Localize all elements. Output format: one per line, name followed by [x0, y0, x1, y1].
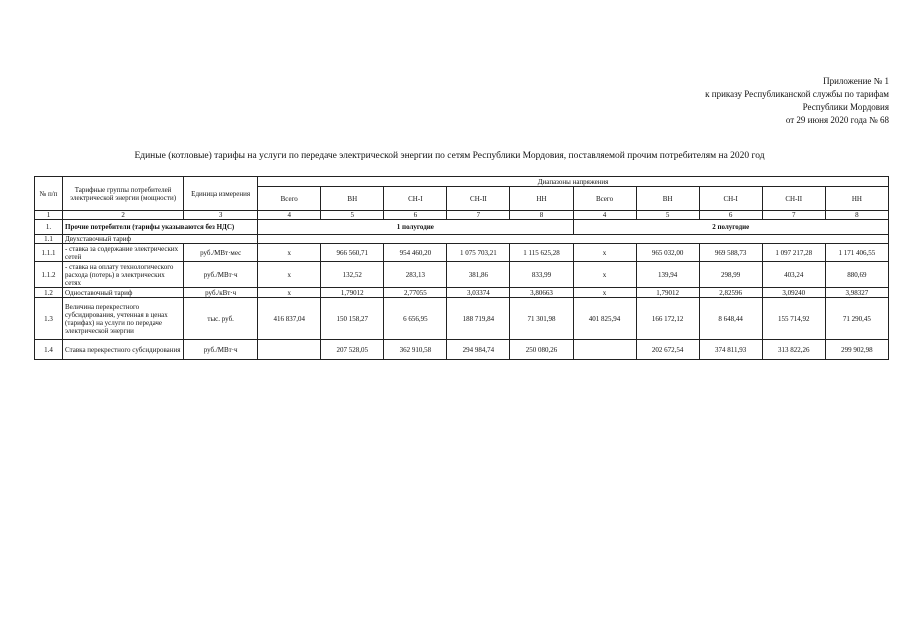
section-row — [35, 220, 889, 235]
col-index: 4 — [258, 211, 321, 220]
row-label: Двухставочный тариф — [63, 235, 258, 244]
table-row — [35, 340, 889, 360]
cell-value: х — [573, 244, 636, 262]
col-header: СН-II — [762, 187, 825, 211]
row-num: 1.3 — [35, 298, 63, 340]
cell-value: 188 719,84 — [447, 298, 510, 340]
row-unit: руб./кВт·ч — [184, 288, 258, 298]
tariff-table — [34, 176, 889, 360]
row-unit: тыс. руб. — [184, 298, 258, 340]
cell-value: 381,86 — [447, 262, 510, 288]
half-year-2-header: 2 полугодие — [573, 220, 889, 235]
cell-value: 833,99 — [510, 262, 573, 288]
row-unit: руб./МВт·мес — [184, 244, 258, 262]
row-label: - ставка на оплату технологического расхода (потерь) в электрических сетях — [63, 262, 184, 288]
col-index: 4 — [573, 211, 636, 220]
cell-value: 207 528,05 — [321, 340, 384, 360]
row-label: Одноставочный тариф — [63, 288, 184, 298]
cell-value: 416 837,04 — [258, 298, 321, 340]
cell-value: 150 158,27 — [321, 298, 384, 340]
col-index: 7 — [762, 211, 825, 220]
cell-value: 880,69 — [825, 262, 888, 288]
cell-value: 2,77055 — [384, 288, 447, 298]
col-index: 2 — [63, 211, 184, 220]
cell-value: 3,09240 — [762, 288, 825, 298]
col-header: СН-II — [447, 187, 510, 211]
cell-value: 132,52 — [321, 262, 384, 288]
col-index: 5 — [636, 211, 699, 220]
index-row — [35, 211, 889, 220]
table-row — [35, 235, 889, 244]
row-num: 1.1.1 — [35, 244, 63, 262]
cell-value: 1,79012 — [636, 288, 699, 298]
voltage-ranges-header: Диапазоны напряжения — [258, 177, 889, 187]
cell-value: 139,94 — [636, 262, 699, 288]
cell-value: х — [258, 244, 321, 262]
cell-value: 250 080,26 — [510, 340, 573, 360]
row-label: Величина перекрестного субсидирования, учтенная в ценах (тарифах) на услуги по передаче электрической энергии — [63, 298, 184, 340]
col-num-header: № п/п — [35, 177, 63, 211]
document-title: Единые (котловые) тарифы на услуги по передаче электрической энергии по сетям Республики Мордовия, поставляемой прочим потребителям на 2020 год — [134, 151, 765, 161]
cell-value: 3,03374 — [447, 288, 510, 298]
cell-value: 294 984,74 — [447, 340, 510, 360]
row-unit: руб./МВт·ч — [184, 262, 258, 288]
cell-value: 8 648,44 — [699, 298, 762, 340]
col-index: 6 — [699, 211, 762, 220]
appendix-line-1: Приложение № 1 — [823, 76, 889, 86]
cell-value: 2,82596 — [699, 288, 762, 298]
col-header: Всего — [573, 187, 636, 211]
col-header: СН-I — [384, 187, 447, 211]
cell-value: 954 460,20 — [384, 244, 447, 262]
cell-value: 3,98327 — [825, 288, 888, 298]
row-unit: руб./МВт·ч — [184, 340, 258, 360]
cell-value: 403,24 — [762, 262, 825, 288]
row-num: 1.2 — [35, 288, 63, 298]
row-label: Ставка перекрестного субсидирования — [63, 340, 184, 360]
row-num: 1.1.2 — [35, 262, 63, 288]
cell-value: 1,79012 — [321, 288, 384, 298]
appendix-line-4: от 29 июня 2020 года № 68 — [785, 115, 889, 125]
col-index: 8 — [510, 211, 573, 220]
cell-value — [573, 340, 636, 360]
cell-value: х — [573, 262, 636, 288]
col-header: НН — [510, 187, 573, 211]
cell-value: 155 714,92 — [762, 298, 825, 340]
col-header: СН-I — [699, 187, 762, 211]
header-row-1 — [35, 177, 889, 187]
cell-value: х — [573, 288, 636, 298]
cell-value: 202 672,54 — [636, 340, 699, 360]
cell-value: 1 075 703,21 — [447, 244, 510, 262]
cell-value: 298,99 — [699, 262, 762, 288]
cell-value: х — [258, 288, 321, 298]
section-num: 1. — [35, 220, 63, 235]
cell-value: 283,13 — [384, 262, 447, 288]
cell-value: 166 172,12 — [636, 298, 699, 340]
table-row — [35, 244, 889, 262]
cell-value: 1 097 217,28 — [762, 244, 825, 262]
cell-value: 401 825,94 — [573, 298, 636, 340]
row-label: - ставка за содержание электрических сетей — [63, 244, 184, 262]
cell-value: 969 588,73 — [699, 244, 762, 262]
cell-value: 965 032,00 — [636, 244, 699, 262]
col-index: 3 — [184, 211, 258, 220]
cell-value: 6 656,95 — [384, 298, 447, 340]
row-empty — [258, 235, 889, 244]
cell-value: 313 822,26 — [762, 340, 825, 360]
col-header: ВН — [321, 187, 384, 211]
table-row — [35, 288, 889, 298]
col-index: 6 — [384, 211, 447, 220]
cell-value — [258, 340, 321, 360]
col-unit-header: Единица измерения — [184, 177, 258, 211]
cell-value: 374 811,93 — [699, 340, 762, 360]
row-num: 1.1 — [35, 235, 63, 244]
half-year-1-header: 1 полугодие — [258, 220, 573, 235]
appendix-line-3: Республики Мордовия — [802, 102, 889, 112]
cell-value: 71 301,98 — [510, 298, 573, 340]
col-header: Всего — [258, 187, 321, 211]
cell-value: 3,80663 — [510, 288, 573, 298]
appendix-header — [705, 75, 889, 127]
col-index: 7 — [447, 211, 510, 220]
cell-value: 1 115 625,28 — [510, 244, 573, 262]
cell-value: х — [258, 262, 321, 288]
cell-value: 966 560,71 — [321, 244, 384, 262]
col-header: НН — [825, 187, 888, 211]
table-row — [35, 298, 889, 340]
col-index: 1 — [35, 211, 63, 220]
cell-value: 71 290,45 — [825, 298, 888, 340]
col-group-header: Тарифные группы потребителей электрической энергии (мощности) — [63, 177, 184, 211]
cell-value: 1 171 406,55 — [825, 244, 888, 262]
col-header: ВН — [636, 187, 699, 211]
table-row — [35, 262, 889, 288]
cell-value: 362 910,58 — [384, 340, 447, 360]
col-index: 8 — [825, 211, 888, 220]
row-num: 1.4 — [35, 340, 63, 360]
col-index: 5 — [321, 211, 384, 220]
cell-value: 299 902,98 — [825, 340, 888, 360]
section-label: Прочие потребители (тарифы указываются без НДС) — [63, 220, 258, 235]
appendix-line-2: к приказу Республиканской службы по тарифам — [705, 89, 889, 99]
